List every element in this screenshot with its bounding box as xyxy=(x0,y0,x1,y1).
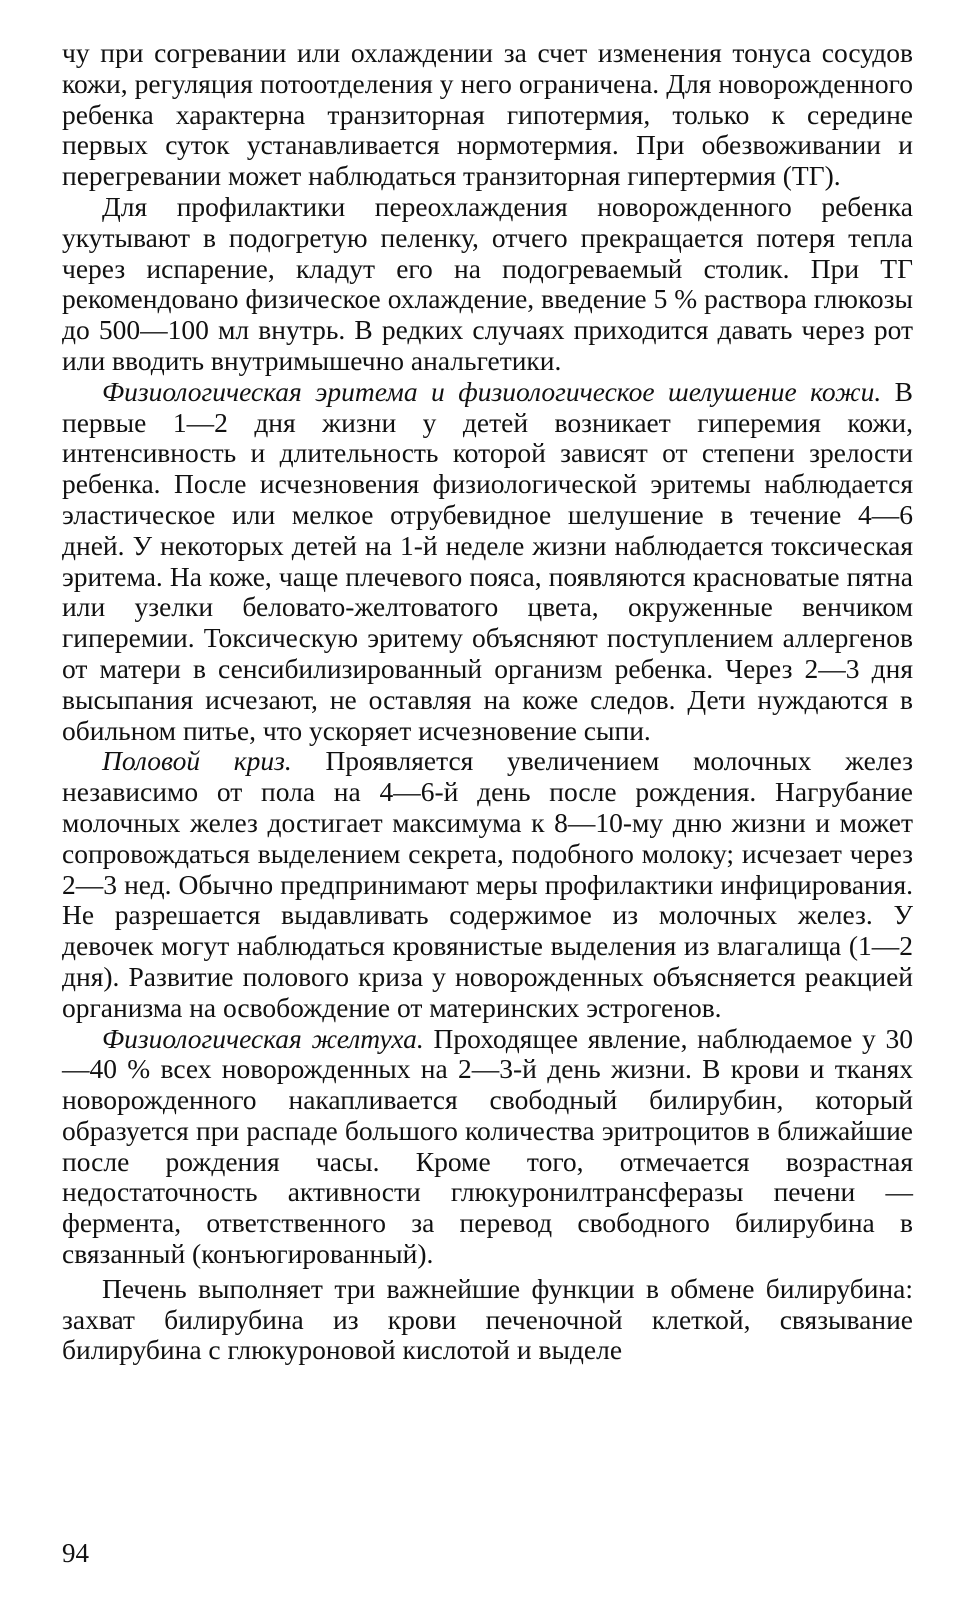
paragraph-3-heading: Физиологическая эритема и физиологическое шелушение кожи. xyxy=(102,375,882,407)
paragraph-5-text: Проходящее явление, наблюдаемое у 30—40 % всех новорожденных на 2—3-й день жизни. В крови и тканях новорожденного накапливается свободный билирубин, который образуется при распаде большого количества эритроцитов в ближайшие после рождения часы. Кроме того, отмечается возрастная недостаточность активности глюкуронилтрансферазы печени — фермента, ответственного за перевод свободного билирубина в связанный (конъюгированный). xyxy=(62,1022,913,1270)
paragraph-5-heading: Физиологическая желтуха. xyxy=(102,1022,424,1054)
paragraph-3 xyxy=(62,377,913,747)
paragraph-5 xyxy=(62,1024,913,1270)
paragraph-1-text: чу при согревании или охлаждении за счет изменения тонуса сосудов кожи, регуляция потоотделения у него ограничена. Для новорожденного ребенка характерна транзиторная гипотермия, только к середине первых суток устанавливается нормотермия. При обезвоживании и перегревании может наблюдаться транзиторная гипертермия (ТГ). xyxy=(62,37,913,192)
paragraph-2-text: Для профилактики переохлаждения новорожденного ребенка укутывают в подогретую пеленку, отчего прекращается потеря тепла через испарение, кладут его на подогреваемый столик. При ТГ рекомендовано физическое охлаждение, введение 5 % раствора глюкозы до 500—100 мл внутрь. В редких случаях приходится давать через рот или вводить внутримышечно анальгетики. xyxy=(62,190,913,376)
paragraph-1 xyxy=(62,38,913,192)
page-body xyxy=(62,38,913,1366)
paragraph-6-text: Печень выполняет три важнейшие функции в обмене билирубина: захват билирубина из крови печеночной клеткой, связывание билирубина с глюкуроновой кислотой и выделе xyxy=(62,1272,913,1366)
paragraph-4-heading: Половой криз. xyxy=(102,745,292,777)
paragraph-4 xyxy=(62,746,913,1023)
paragraph-6 xyxy=(62,1274,913,1366)
paragraph-3-text: В первые 1—2 дня жизни у детей возникает гиперемия кожи, интенсивность и длительность которой зависят от степени зрелости ребенка. После исчезновения физиологической эритемы наблюдается эластическое или мелкое отрубевидное шелушение в течение 4—6 дней. У некоторых детей на 1-й неделе жизни наблюдается токсическая эритема. На коже, чаще плечевого пояса, появляются красноватые пятна или узелки беловато-желтоватого цвета, окруженные венчиком гиперемии. Токсическую эритему объясняют поступлением аллергенов от матери в сенсибилизированный организм ребенка. Через 2—3 дня высыпания исчезают, не оставляя на коже следов. Дети нуждаются в обильном питье, что ускоряет исчезновение сыпи. xyxy=(62,375,914,746)
page-number: 94 xyxy=(62,1538,89,1568)
paragraph-2 xyxy=(62,192,913,377)
paragraph-4-text: Проявляется увеличением молочных желез независимо от пола на 4—6-й день после рождения. Нагрубание молочных желез достигает максимума к 8—10-му дню жизни и может сопровождаться выделением секрета, подобного молоку; исчезает через 2—3 нед. Обычно предпринимают меры профилактики инфицирования. Не разрешается выдавливать содержимое из молочных желез. У девочек могут наблюдаться кровянистые выделения из влагалища (1—2 дня). Развитие полового криза у новорожденных объясняется реакцией организма на освобождение от материнских эстрогенов. xyxy=(62,745,913,1023)
